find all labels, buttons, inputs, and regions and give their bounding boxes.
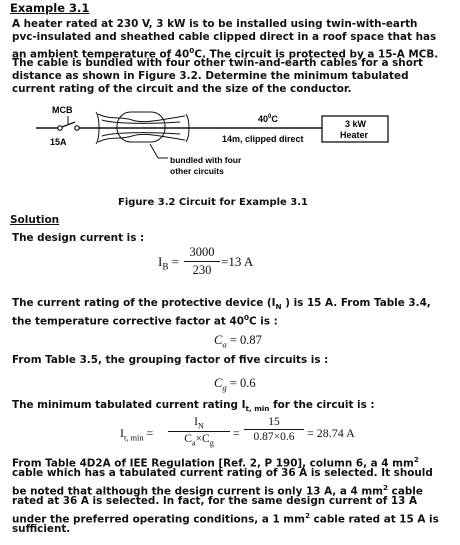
bundle-label-1: bundled with four bbox=[170, 155, 242, 165]
heater-label-1: 3 kW bbox=[345, 119, 367, 129]
it-fraction-numeric bbox=[244, 416, 304, 443]
mcb-rating: 15A bbox=[50, 137, 67, 147]
ib-denominator: 230 bbox=[192, 263, 212, 277]
temp-label: $40^0C$ bbox=[258, 114, 278, 124]
ib-numerator: 3000 bbox=[189, 245, 215, 259]
it-equals: = bbox=[233, 426, 240, 440]
ib-result: =13 A bbox=[221, 254, 254, 269]
problem-line-2: pvc-insulated and sheathed cable clipped direct in a roof space that has bbox=[12, 31, 437, 43]
final-line-5: under the preferred operating conditions, a 1 $mm^2$ cable rated at 15 A is bbox=[12, 511, 439, 526]
run-label: 14m, clipped direct bbox=[222, 134, 304, 144]
cg-equation: $C_g = 0.6$ bbox=[214, 376, 256, 393]
design-current-intro: The design current is : bbox=[12, 232, 145, 244]
final-line-3: be noted that although the design current is only 13 A, a 4 $mm^2$ cable bbox=[12, 483, 423, 498]
figure-caption: Figure 3.2 Circuit for Example 3.1 bbox=[118, 197, 309, 208]
final-line-2: cable which has a tabulated current rating of 36 A is selected. It should bbox=[12, 467, 433, 479]
protective-line-1: The current rating of the protective device ($I_N$ ) is 15 A. From Table 3.4, bbox=[12, 297, 431, 312]
bundle-pointer bbox=[150, 144, 158, 158]
bundle-label-2: other circuits bbox=[170, 166, 224, 176]
ca-equation: $C_a = 0.87$ bbox=[214, 333, 262, 350]
problem-line-1: A heater rated at 230 V, 3 kW is to be installed using twin-with-earth bbox=[12, 18, 418, 30]
it-numeric-denominator: 0.87×0.6 bbox=[253, 431, 295, 443]
mcb-label: MCB bbox=[52, 105, 73, 115]
it-fraction-denominator: $C_a\times C_g$ bbox=[184, 433, 214, 448]
final-line-1: From Table 4D2A of IEE Regulation [Ref. 2, P 190], column 6, a 4 $mm^2$ bbox=[12, 455, 419, 470]
min-rating-line: The minimum tabulated current rating $I_{t, min}$ for the circuit is : bbox=[12, 399, 375, 414]
problem-line-4: The cable is bundled with four other twin-and-earth cables for a short bbox=[12, 57, 423, 69]
ib-lhs: $I_B$ = bbox=[158, 254, 180, 272]
it-fraction-numerator: $I_N$ bbox=[194, 416, 204, 431]
problem-line-3: an ambient temperature of $40^0C$. The circuit is protected by a 15-A MCB. bbox=[12, 46, 439, 61]
it-lhs: $I_{t, min}$ = bbox=[120, 426, 154, 443]
final-line-6: sufficient. bbox=[12, 523, 71, 535]
grouping-line: From Table 3.5, the grouping factor of five circuits is : bbox=[12, 354, 329, 366]
it-numeric-numerator: 15 bbox=[268, 416, 280, 428]
final-line-4: rated at 36 A is selected. In fact, for the same design current of 13 A bbox=[12, 495, 418, 507]
protective-line-2: the temperature corrective factor at $40^0C$ is : bbox=[12, 313, 278, 328]
ib-fraction bbox=[184, 245, 220, 278]
circuit-figure bbox=[0, 100, 460, 195]
problem-line-5: distance as shown in Figure 3.2. Determine the minimum tabulated bbox=[12, 70, 409, 82]
problem-line-6: current rating of the circuit and the size of the conductor. bbox=[12, 83, 352, 95]
mcb-terminal-left bbox=[58, 126, 62, 130]
mcb-terminal-right bbox=[75, 126, 79, 130]
it-fraction-symbolic bbox=[168, 416, 230, 448]
heater-label-2: Heater bbox=[340, 130, 369, 140]
it-result: = 28.74 A bbox=[307, 426, 355, 440]
solution-heading: Solution bbox=[10, 214, 60, 226]
example-title: Example 3.1 bbox=[10, 1, 90, 15]
